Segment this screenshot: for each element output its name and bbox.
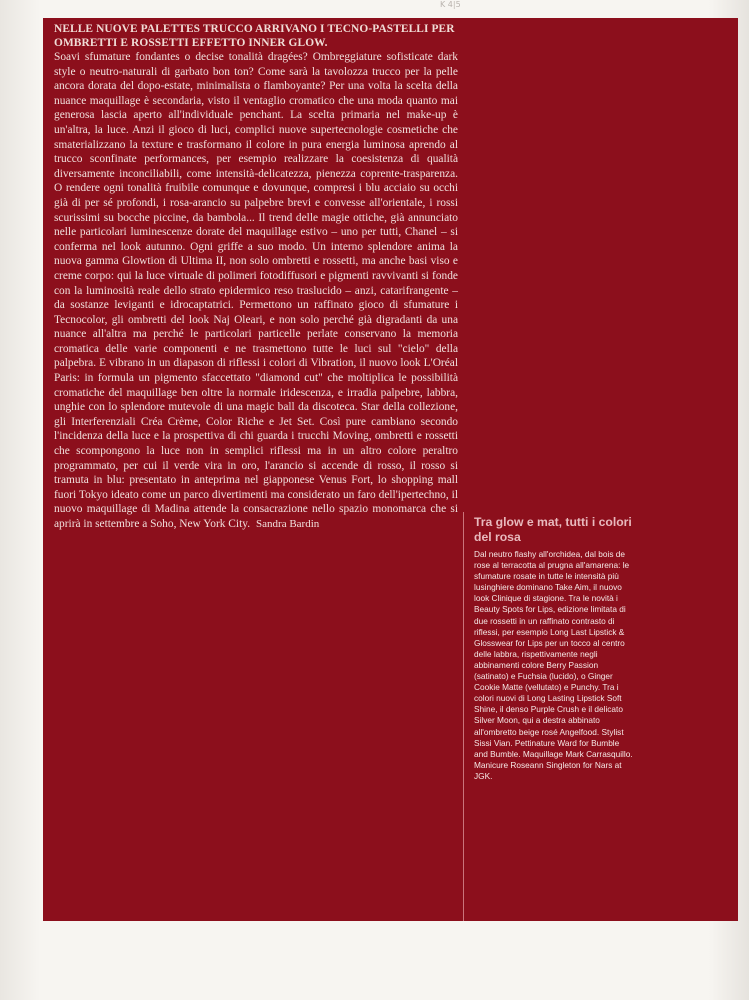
sidebar-box [474,515,634,782]
article-author: Sandra Bardin [256,518,320,530]
sidebar-body: Dal neutro flashy all'orchidea, dal bois de rose al terracotta al prugna all'amarena: le sfumature rosate in tutte le intensità più lusinghiere dominano Take Aim, il nuovo look Clinique di stagione. Tra le novità i Beauty Spots for Lips, edizione limitata di due rossetti in un raffinato contrasto di riflessi, per esempio Long Last Lipstick & Glosswear for Lips per un tocco al centro delle labbra, rispettivamente negli abbinamenti colore Berry Passion (satinato) e Fuchsia (lucido), o Ginger Cookie Matte (vellutato) e Punchy. Tra i colori nuovi di Long Lasting Lipstick Soft Shine, il denso Purple Crush e il delicato Silver Moon, qui a destra abbinato all'ombretto beige rosé Angelfood. Stylist Sissi Vian. Pettinature Ward for Bumble and Bumble. Maquillage Mark Carrasquillo. Manicure Roseann Singleton for Nars at JGK. [474,549,633,781]
sidebar-title: Tra glow e mat, tutti i colori del rosa [474,515,632,544]
article-body-text: Soavi sfumature fondantes o decise tonalità dragées? Ombreggiature sofisticate dark style o neutro-naturali di garbato bon ton? Come sarà la tavolozza trucco per la pelle ancora dorata del dopo-estate, minimalista o flamboyante? Per una volta la scelta della nuance maquillage è secondaria, visto il ventaglio cromatico che una moda quanto mai generosa lascia aperto all'individuale penchant. La scelta primaria nel make-up è un'altra, la luce. Anzi il gioco di luci, complici nuove supertecnologie cosmetiche che smaterializzano la texture e trasformano il colore in pura energia luminosa aprendo al trucco sconfinate performances, per esempio realizzare la coesistenza di qualità diversamente inconciliabili, come intensità-delicatezza, pienezza coprente-trasparenza. O rendere ogni tonalità fruibile comunque e dovunque, compresi i blu acciaio su occhi già di per sé profondi, i rosa-arancio su palpebre brevi e convesse all'orientale, i rossi scurissimi su bocche piccine, da bambola... Il trend delle magie ottiche, già annunciato nelle particolari luminescenze dorate del maquillage estivo – uno per tutti, Chanel – si conferma nel look autunno. Ogni griffe a suo modo. Un interno splendore anima la nuova gamma Glowtion di Ultima II, non solo ombretti e rossetti, ma anche basi viso e creme corpo: qui la luce virtuale di polimeri fotodiffusori e pigmenti ravvivanti si fonde con la luminosità reale dello strato epidermico reso traslucido – anzi, catarifrangente – da sostanze leviganti e idrocaptatrici. Permettono un raffinato gioco di sfumature i Tecnocolor, gli ombretti del look Naj Oleari, e non solo perché già digradanti da una nuance all'altra ma perché le particolari particelle perlate conservano la memoria cromatica delle varie componenti e ne trasmettono tutte le luci sul "cielo" della palpebra. E vibrano in un diapason di riflessi i colori di Vibration, il nuovo look L'Oréal Paris: in formula un pigmento sfaccettato "diamond cut" che moltiplica le possibilità cromatiche del maquillage ben oltre la normale iridescenza, e irradia palpebre, labbra, unghie con lo splendore mutevole di una magic ball da discoteca. Star della collezione, gli Interferenziali Créa Crème, Color Riche e Jet Set. Così pure cambiano secondo l'incidenza della luce e la prospettiva di chi guarda i trucchi Moving, ombretti e rossetti che scompongono la luce non in semplici riflessi ma in un altro colore peraltro programmato, per cui il verde vira in oro, l'arancio si accende di rosso, il rosso si tramuta in blu: presentato in anteprima nel giapponese Venus Fort, lo shopping mall fuori Tokyo ideato come un parco divertimenti ma considerato un faro dell'ipertechno, il nuovo maquillage di Madina attende la consacrazione nello spazio monomarca che si aprirà in settembre a Soho, New York City. [54,51,458,530]
main-article [54,22,458,532]
print-registration-mark: K 4|5 [440,0,461,9]
article-headline: NELLE NUOVE PALETTES TRUCCO ARRIVANO I TECNO-PASTELLI PER OMBRETTI E ROSSETTI EFFETTO INNER GLOW. [54,23,455,49]
article-body [54,50,458,532]
column-divider [463,512,464,921]
